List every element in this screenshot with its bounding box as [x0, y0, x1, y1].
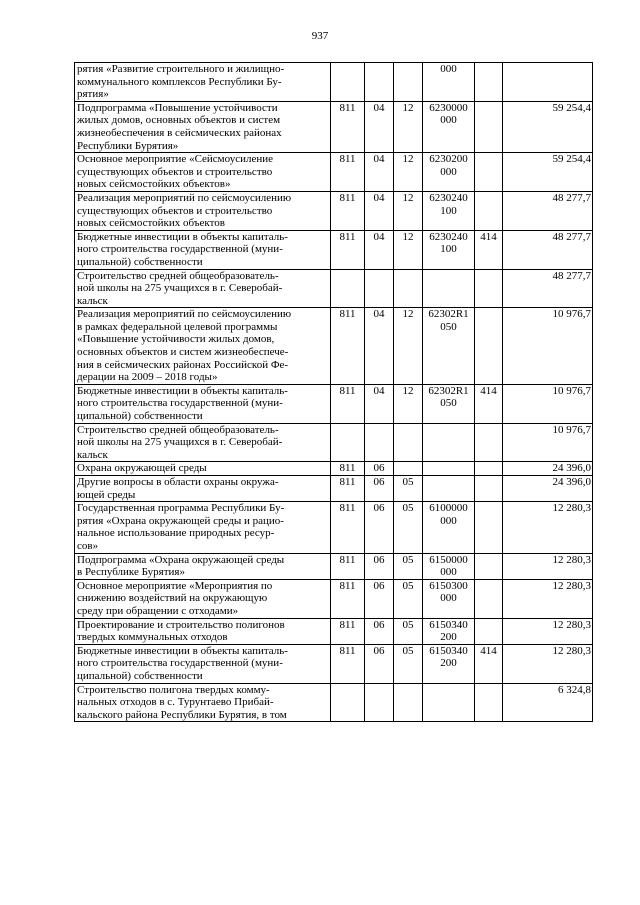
table-row	[75, 553, 593, 579]
section-code-cell: 04	[365, 191, 394, 230]
expense-type-cell	[475, 153, 503, 192]
amount-cell: 12 280,3	[503, 644, 593, 683]
target-article-cell	[423, 476, 475, 502]
amount-cell: 6 324,8	[503, 683, 593, 722]
expense-type-cell	[475, 618, 503, 644]
section-code-cell	[365, 423, 394, 462]
target-article-cell	[423, 462, 475, 476]
ministry-code-cell: 811	[331, 502, 365, 553]
subsection-code-cell: 12	[394, 153, 423, 192]
table-row	[75, 63, 593, 102]
table-row	[75, 230, 593, 269]
section-code-cell: 06	[365, 618, 394, 644]
section-code-cell: 04	[365, 153, 394, 192]
amount-cell: 48 277,7	[503, 269, 593, 308]
name-cell: Государственная программа Республики Бу- рятия «Охрана окружающей среды и рацио- нальное использование природных ресур- сов»	[75, 502, 331, 553]
table-row	[75, 462, 593, 476]
table-row	[75, 308, 593, 385]
name-cell: Другие вопросы в области охраны окружа- ющей среды	[75, 476, 331, 502]
target-article-cell: 6150300 000	[423, 579, 475, 618]
section-code-cell	[365, 683, 394, 722]
name-cell: Бюджетные инвестиции в объекты капиталь- ного строительства государственной (муни- ципальной) собственности	[75, 644, 331, 683]
subsection-code-cell: 05	[394, 476, 423, 502]
ministry-code-cell: 811	[331, 462, 365, 476]
expense-type-cell	[475, 502, 503, 553]
amount-cell: 10 976,7	[503, 384, 593, 423]
table-row	[75, 502, 593, 553]
amount-cell: 24 396,0	[503, 476, 593, 502]
name-cell: Строительство средней общеобразователь- ной школы на 275 учащихся в г. Северобай- кальск	[75, 423, 331, 462]
table-row	[75, 153, 593, 192]
name-cell: Проектирование и строительство полигонов твердых коммунальных отходов	[75, 618, 331, 644]
name-cell: Бюджетные инвестиции в объекты капиталь- ного строительства государственной (муни- ципальной) собственности	[75, 384, 331, 423]
amount-cell	[503, 63, 593, 102]
subsection-code-cell: 12	[394, 230, 423, 269]
section-code-cell: 04	[365, 308, 394, 385]
ministry-code-cell: 811	[331, 308, 365, 385]
target-article-cell	[423, 423, 475, 462]
ministry-code-cell	[331, 423, 365, 462]
target-article-cell	[423, 683, 475, 722]
subsection-code-cell: 05	[394, 553, 423, 579]
subsection-code-cell	[394, 683, 423, 722]
subsection-code-cell	[394, 63, 423, 102]
expense-type-cell	[475, 683, 503, 722]
amount-cell: 59 254,4	[503, 101, 593, 152]
ministry-code-cell: 811	[331, 553, 365, 579]
name-cell: Основное мероприятие «Сейсмоусиление существующих объектов и строительство новых сейсмостойких объектов»	[75, 153, 331, 192]
table-row	[75, 191, 593, 230]
amount-cell: 10 976,7	[503, 423, 593, 462]
name-cell: Подпрограмма «Охрана окружающей среды в Республике Бурятия»	[75, 553, 331, 579]
budget-table	[74, 62, 593, 722]
expense-type-cell	[475, 579, 503, 618]
target-article-cell: 6230240 100	[423, 191, 475, 230]
ministry-code-cell: 811	[331, 644, 365, 683]
amount-cell: 59 254,4	[503, 153, 593, 192]
ministry-code-cell: 811	[331, 191, 365, 230]
subsection-code-cell: 12	[394, 308, 423, 385]
ministry-code-cell	[331, 683, 365, 722]
section-code-cell	[365, 63, 394, 102]
table-row	[75, 384, 593, 423]
name-cell: Основное мероприятие «Мероприятия по снижению воздействий на окружающую среду при обращении с отходами»	[75, 579, 331, 618]
subsection-code-cell: 05	[394, 644, 423, 683]
table-row	[75, 579, 593, 618]
target-article-cell: 62302R1 050	[423, 308, 475, 385]
ministry-code-cell: 811	[331, 618, 365, 644]
name-cell: рятия «Развитие строительного и жилищно- коммунального комплексов Республики Бу- рятия»	[75, 63, 331, 102]
target-article-cell	[423, 269, 475, 308]
name-cell: Подпрограмма «Повышение устойчивости жилых домов, основных объектов и систем жизнеобеспечения в сейсмических районах Республики Бурятия»	[75, 101, 331, 152]
ministry-code-cell	[331, 269, 365, 308]
table-row	[75, 101, 593, 152]
expense-type-cell: 414	[475, 384, 503, 423]
table-row	[75, 618, 593, 644]
ministry-code-cell: 811	[331, 579, 365, 618]
section-code-cell: 06	[365, 476, 394, 502]
name-cell: Реализация мероприятий по сейсмоусилению существующих объектов и строительство новых сейсмостойких объектов	[75, 191, 331, 230]
amount-cell: 12 280,3	[503, 553, 593, 579]
table-row	[75, 644, 593, 683]
target-article-cell: 6150340 200	[423, 644, 475, 683]
section-code-cell: 06	[365, 553, 394, 579]
ministry-code-cell: 811	[331, 476, 365, 502]
amount-cell: 48 277,7	[503, 230, 593, 269]
expense-type-cell	[475, 462, 503, 476]
ministry-code-cell: 811	[331, 101, 365, 152]
expense-type-cell	[475, 553, 503, 579]
target-article-cell: 6230000 000	[423, 101, 475, 152]
name-cell: Реализация мероприятий по сейсмоусилению в рамках федеральной целевой программы «Повышение устойчивости жилых домов, основных объектов и систем жизнеобеспече- ния в сейсмических районах Российской Фе- дерации на 2009 – 2018 годы»	[75, 308, 331, 385]
target-article-cell: 6230200 000	[423, 153, 475, 192]
amount-cell: 10 976,7	[503, 308, 593, 385]
expense-type-cell: 414	[475, 644, 503, 683]
target-article-cell: 6100000 000	[423, 502, 475, 553]
section-code-cell: 04	[365, 230, 394, 269]
expense-type-cell	[475, 63, 503, 102]
subsection-code-cell: 12	[394, 384, 423, 423]
subsection-code-cell	[394, 423, 423, 462]
table-row	[75, 683, 593, 722]
expense-type-cell	[475, 191, 503, 230]
amount-cell: 48 277,7	[503, 191, 593, 230]
section-code-cell: 06	[365, 579, 394, 618]
amount-cell: 12 280,3	[503, 502, 593, 553]
subsection-code-cell: 05	[394, 579, 423, 618]
target-article-cell: 000	[423, 63, 475, 102]
target-article-cell: 6150340 200	[423, 618, 475, 644]
expense-type-cell	[475, 101, 503, 152]
section-code-cell: 06	[365, 462, 394, 476]
table-row	[75, 423, 593, 462]
section-code-cell: 04	[365, 101, 394, 152]
expense-type-cell: 414	[475, 230, 503, 269]
ministry-code-cell: 811	[331, 230, 365, 269]
amount-cell: 24 396,0	[503, 462, 593, 476]
section-code-cell: 06	[365, 644, 394, 683]
section-code-cell	[365, 269, 394, 308]
expense-type-cell	[475, 308, 503, 385]
table-body	[75, 63, 593, 722]
target-article-cell: 6230240 100	[423, 230, 475, 269]
ministry-code-cell: 811	[331, 384, 365, 423]
table-row	[75, 269, 593, 308]
subsection-code-cell	[394, 462, 423, 476]
subsection-code-cell: 05	[394, 502, 423, 553]
name-cell: Строительство полигона твердых комму- нальных отходов в с. Турунтаево Прибай- кальского района Республики Бурятия, в том	[75, 683, 331, 722]
section-code-cell: 06	[365, 502, 394, 553]
page-number: 937	[311, 30, 329, 42]
subsection-code-cell	[394, 269, 423, 308]
name-cell: Строительство средней общеобразователь- ной школы на 275 учащихся в г. Северобай- кальск	[75, 269, 331, 308]
expense-type-cell	[475, 423, 503, 462]
subsection-code-cell: 12	[394, 101, 423, 152]
expense-type-cell	[475, 476, 503, 502]
amount-cell: 12 280,3	[503, 618, 593, 644]
target-article-cell: 6150000 000	[423, 553, 475, 579]
ministry-code-cell: 811	[331, 153, 365, 192]
ministry-code-cell	[331, 63, 365, 102]
name-cell: Бюджетные инвестиции в объекты капиталь- ного строительства государственной (муни- ципальной) собственности	[75, 230, 331, 269]
table-row	[75, 476, 593, 502]
subsection-code-cell: 05	[394, 618, 423, 644]
section-code-cell: 04	[365, 384, 394, 423]
subsection-code-cell: 12	[394, 191, 423, 230]
expense-type-cell	[475, 269, 503, 308]
amount-cell: 12 280,3	[503, 579, 593, 618]
target-article-cell: 62302R1 050	[423, 384, 475, 423]
name-cell: Охрана окружающей среды	[75, 462, 331, 476]
